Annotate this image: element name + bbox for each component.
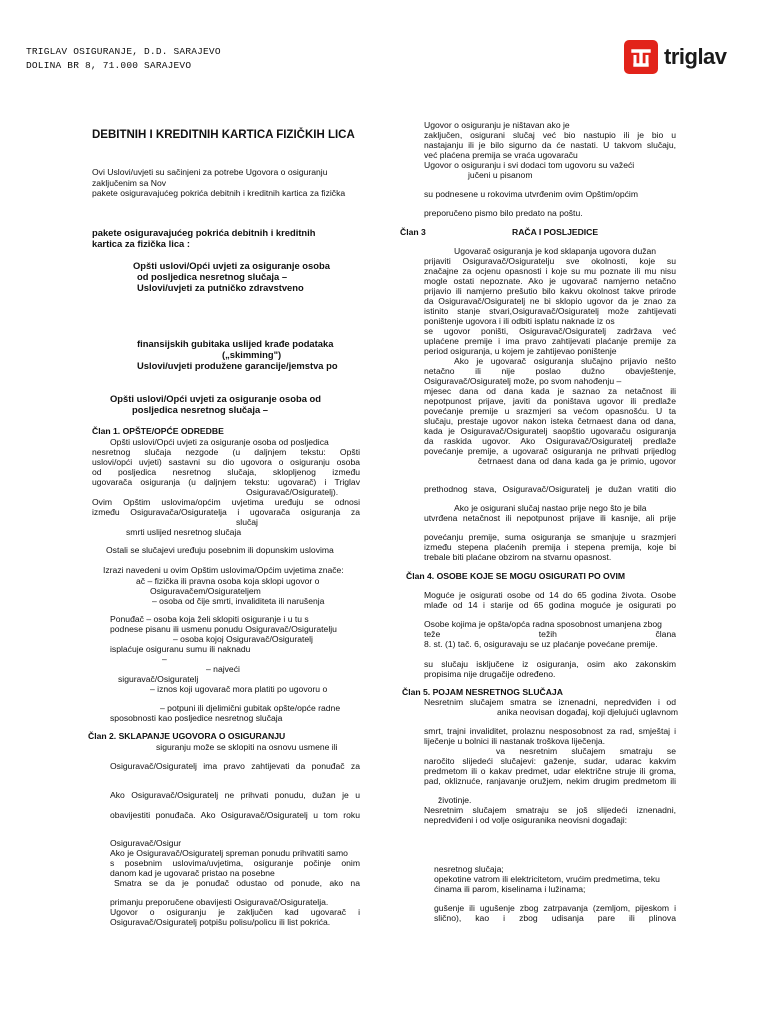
text-line: ač – fizička ili pravna osoba koja sklopi ugovor o: [136, 576, 320, 586]
text-line: netačno ili nije poslao dužno obavještenje,: [424, 366, 676, 376]
text-line: mlađe od 14 i starije od 65 godina moguće je osigurati po: [424, 600, 676, 610]
text-line: između Osiguravača/Osiguratelja i ugovarača osiguranja za: [92, 507, 360, 517]
text-line: Ovim Opštim uslovima/općim uvjetima uređuju se odnosi: [92, 497, 360, 507]
text-line: Opšti uslovi/Opći uvjeti za osiguranje osoba od posljedica: [110, 437, 329, 447]
article-4-heading: Član 4. OSOBE KOJE SE MOGU OSIGURATI PO OVIM: [406, 571, 626, 581]
company-name: TRIGLAV OSIGURANJE, D.D. SARAJEVO: [26, 46, 221, 57]
text-line: jučeni u pisanom: [468, 170, 533, 180]
intro-line: zaključenim sa Nov: [92, 178, 167, 188]
text-line: period osiguranja, u kojem je zahtijevao poništenje: [424, 346, 617, 356]
text-line: poništenje ugovora i ili odbiti isplatu naknade iz os: [424, 316, 615, 326]
package-item: Uslovi/uvjeti produžene garancije/jemstva po: [137, 360, 338, 371]
document-title: DEBITNIH I KREDITNIH KARTICA FIZIČKIH LICA: [92, 129, 355, 141]
article-1-heading: Član 1. OPŠTE/OPĆE ODREDBE: [92, 426, 224, 436]
text-line: mjesec dana od dana kada je saznao za netačnost ili: [424, 386, 676, 396]
text-line: smrt, trajni invaliditet, prolaznu nesposobnost za rad, smještaj i: [424, 726, 676, 736]
text-line: Ugovor o osiguranju i svi dodaci tom ugovoru su važeći: [424, 160, 635, 170]
text-line: smrti uslijed nesretnog slučaja: [126, 527, 242, 537]
text-line: naročito slijedeći slučajevi: gaženje, sudar, udarac kakvim: [424, 756, 676, 766]
text-line: utvrđena netačnost ili nepotpunost prijave ili kasnije, ali prije: [424, 513, 676, 523]
text-line: Osiguravač/Osiguratelj potpišu polisu/policu ili list pokrića.: [110, 917, 331, 927]
text-line: nepredviđeni i od volje osiguranika neovisni događaji:: [424, 815, 628, 825]
text-line: nesretnog slučaja;: [434, 864, 504, 874]
text-line: su podnesene u rokovima utvrđenim ovim Opštim/općim: [424, 189, 638, 199]
text-line: trebale biti plaćane obzirom na stvarnu opasnost.: [424, 552, 612, 562]
text-line: Ako je Osiguravač/Osiguratelj spreman ponudu prihvatiti samo: [110, 848, 348, 858]
text-line: – osoba kojoj Osiguravač/Osiguratelj: [173, 634, 313, 644]
text-line: danom kad je ugovarač pristao na posebne: [110, 868, 275, 878]
text-line: ćinama ili parom, kiselinama i lužinama;: [434, 884, 586, 894]
text-line: propisima nije drugačije određeno.: [424, 669, 556, 679]
text-line: Nesretnim slučajem smatraju se još slijedeći iznenadni,: [424, 805, 676, 815]
text-line: kada je Osiguravač/Osiguratelj saopštio ugovaraču osiguranja: [424, 426, 676, 436]
text-line: Smatra se da je ponuđač odustao od ponude, ako na: [114, 878, 360, 888]
text-line: Ugovarač osiguranja je kod sklapanja ugovora dužan: [454, 246, 657, 256]
text-line: Moguće je osigurati osobe od 14 do 65 godina života. Osobe: [424, 590, 676, 600]
text-line: –: [162, 654, 167, 664]
text-line: mogle ostati nepoznate. Ako je ugovarač namjerno netačno: [424, 276, 676, 286]
text-line: isplaćuje osiguranu sumu ili naknadu: [110, 644, 251, 654]
text-line: anika neovisan događaj, koji djelujući uglavnom: [497, 707, 679, 717]
text-line: prijavio ili namjerno prešutio bilo kakvu okolnost takve prirode: [424, 286, 676, 296]
article-5-heading: Član 5. POJAM NESRETNOG SLUČAJA: [402, 687, 563, 697]
triglav-logo: [624, 40, 727, 74]
text-line: Ako Osiguravač/Osiguratelj ne prihvati ponudu, dužan je u: [110, 790, 360, 800]
triglav-logo-icon: [624, 40, 658, 74]
text-line: nepotpunost prijave, javiti da poništava ugovor ili predlaže: [424, 396, 676, 406]
text-line: su slučaju isključene iz osiguranja, osim ako zakonskim: [424, 659, 676, 669]
text-line: zaključen, osigurani slučaj već bio nastupio ili je bio u: [424, 130, 676, 140]
text-line: – potpuni ili djelimični gubitak opšte/opće radne: [160, 703, 341, 713]
article-3-heading: Član 3: [400, 227, 426, 237]
text-line: značajne za ocjenu opasnosti i koje su mu poznate ili mu nisu: [424, 266, 676, 276]
package-item: Opšti uslovi/Opći uvjeti za osiguranje osoba: [133, 260, 330, 271]
text-line: preporučeno pismo bilo predato na poštu.: [424, 208, 583, 218]
text-line: Osiguravač/Osiguratelj).: [246, 487, 339, 497]
text-line: obavijestiti ponuđača. Ako Osiguravač/Osiguratelj u tom roku: [110, 810, 360, 820]
text-line: Osiguravačem/Osigurateljem: [150, 586, 261, 596]
text-line: Ako je ugovarač osiguranja slučajno prijavio nešto: [454, 356, 676, 366]
text-line: da Osiguravač/Osiguratelj ne bi sklopio ugovor da je znao za: [424, 296, 676, 306]
text-line: da raskida ugovor. Ako Osiguravač/Osiguratelj predlaže: [424, 436, 676, 446]
section-heading: Opšti uslovi/Opći uvjeti za osiguranje osoba od: [110, 393, 321, 404]
text-line: – iznos koji ugovarač mora platiti po ugovoru o: [150, 684, 328, 694]
package-item: („skimming"): [222, 349, 282, 360]
article-3-title: RAČA I POSLJEDICE: [512, 227, 599, 237]
text-line: liječenje u bolnici ili nastanak troškova liječenja.: [424, 736, 606, 746]
text-line: – osoba od čije smrti, invaliditeta ili narušenja: [152, 596, 325, 606]
text-line: povećanje premije, a ugovarač osiguranja ne prihvati prijedlog: [424, 446, 676, 456]
article-2-heading: Član 2. SKLAPANJE UGOVORA O OSIGURANJU: [88, 731, 286, 741]
text-line: Ponuđač – osoba koja želi sklopiti osiguranje i u tu s: [110, 614, 309, 624]
text-line: Osiguravač/Osiguratelj može, po svom nahođenju –: [424, 376, 622, 386]
intro-line: Ovi Uslovi/uvjeti su sačinjeni za potrebe Ugovora o osiguranju: [92, 167, 328, 177]
section-heading: posljedica nesretnog slučaja –: [132, 404, 268, 415]
text-line: opekotine vatrom ili elektricitetom, vrućim predmetima, teku: [434, 874, 660, 884]
text-line: prijaviti Osiguravač/Osiguratelju sve okolnosti, koje su: [424, 256, 676, 266]
text-line: uplaćene premije i ima pravo zahtijevati plaćanje premije za: [424, 336, 676, 346]
text-line: 8. st. (1) tač. 6, osiguravaju se uz plaćanje povećane premije.: [424, 639, 658, 649]
text-line: se ugovor poništi, Osiguravač/Osiguratelj zadržava već: [424, 326, 676, 336]
text-line: Ugovor o osiguranju je ništavan ako je: [424, 120, 570, 130]
text-line: va nesretnim slučajem smatraju se: [496, 746, 676, 756]
intro-line: pakete osiguravajućeg pokrića debitnih i kreditnih kartica za fizička: [92, 188, 346, 198]
text-line: predmetom ili o kakav predmet, udar električne struje ili groma,: [424, 766, 676, 776]
text-line: Osobe kojima je opšta/opća radna sposobnost umanjena zbog: [424, 619, 662, 629]
text-line: Izrazi navedeni u ovim Opštim uslovima/Općim uvjetima znače:: [103, 565, 344, 575]
text-line: povećanju premije, suma osiguranja se smanjuje u srazmjeri: [424, 532, 676, 542]
text-line: istinito stanje stvari,Osiguravač/Osiguratelj može zahtijevati: [424, 306, 676, 316]
text-line: četrnaest dana od dana kada ga je primio, ugovor: [478, 456, 676, 466]
package-heading: pakete osiguravajućeg pokrića debitnih i kreditnih: [92, 227, 316, 238]
text-line: s posebnim uslovima/uvjetima, osiguranje počinje onim: [110, 858, 360, 868]
logo-wordmark: triglav: [664, 44, 727, 69]
text-line: Ugovor o osiguranju je zaključen kad ugovarač i: [110, 907, 360, 917]
text-line: Nesretnim slučajem smatra se iznenadni, nepredviđen i od: [424, 697, 676, 707]
text-line: Osiguravač/Osiguratelj ima pravo zahtijevati da ponuđač za: [110, 761, 360, 771]
text-line: slučaj: [236, 517, 258, 527]
package-heading: kartica za fizička lica :: [92, 238, 190, 249]
package-item: Uslovi/uvjeti za putničko zdravstveno: [137, 282, 304, 293]
text-line: slično), kao i zbog udisanja pare ili plinova: [434, 913, 676, 923]
text-line: nesretnog slučaja nezgode (u daljnjem tekstu: Opšti: [92, 447, 360, 457]
text-line: primanju preporučene obavijesti Osiguravač/Osiguratelja.: [110, 897, 329, 907]
text-line: uslovi/opći uvjeti) sastavni su dio ugovora o osiguranju osoba: [92, 457, 360, 467]
text-line: već plaćena premija se vraća ugovaraču: [424, 150, 578, 160]
text-line: od posljedica nesretnog slučaja, skloplјenog između: [92, 467, 360, 477]
package-item: finansijskih gubitaka uslijed krađe podataka: [137, 338, 334, 349]
text-line: životinje.: [438, 795, 472, 805]
package-item: od posljedica nesretnog slučaja –: [137, 271, 288, 282]
text-line: – najveći: [206, 664, 240, 674]
text-line: pad, okliznuće, ranjavanje oružjem, nekim drugim predmetom ili: [424, 776, 676, 786]
text-line: podnese pisanu ili usmenu ponudu Osiguravač/Osiguratelju: [110, 624, 337, 634]
text-line: Ostali se slučajevi uređuju posebnim ili dopunskim uslovima: [106, 545, 334, 555]
text-line: siguranju može se sklopiti na osnovu usmene ili: [156, 742, 338, 752]
text-line: gušenje ili ugušenje zbog zatrpavanja (zemljom, pijeskom i: [434, 903, 676, 913]
text-line: teže težih člana: [424, 629, 676, 639]
text-line: siguravač/Osiguratelj: [118, 674, 199, 684]
text-line: sposobnosti kao posljedice nesretnog slučaja: [110, 713, 283, 723]
text-line: slučaju, prestaje ugovor nakon isteka četrnaest dana od dana,: [424, 416, 676, 426]
text-line: nastajanju ili je bilo sigurno da će nastati. U takvom slučaju,: [424, 140, 676, 150]
text-line: ugovarača osiguranja (u daljnjem tekstu: ugovarač) i Triglav: [92, 477, 360, 487]
company-address: DOLINA BR 8, 71.000 SARAJEVO: [26, 60, 192, 71]
text-line: prethodnog stava, Osiguravač/Osiguratelj je dužan vratiti dio: [424, 484, 676, 494]
text-line: Osiguravač/Osigur: [110, 838, 182, 848]
text-line: Ako je osigurani slučaj nastao prije nego što je bila: [454, 503, 647, 513]
text-line: između stepena plaćenih premija i stepena premija, koje bi: [424, 542, 676, 552]
text-line: povećanje premije u srazmjeri sa većom opasnošću. U ta: [424, 406, 676, 416]
